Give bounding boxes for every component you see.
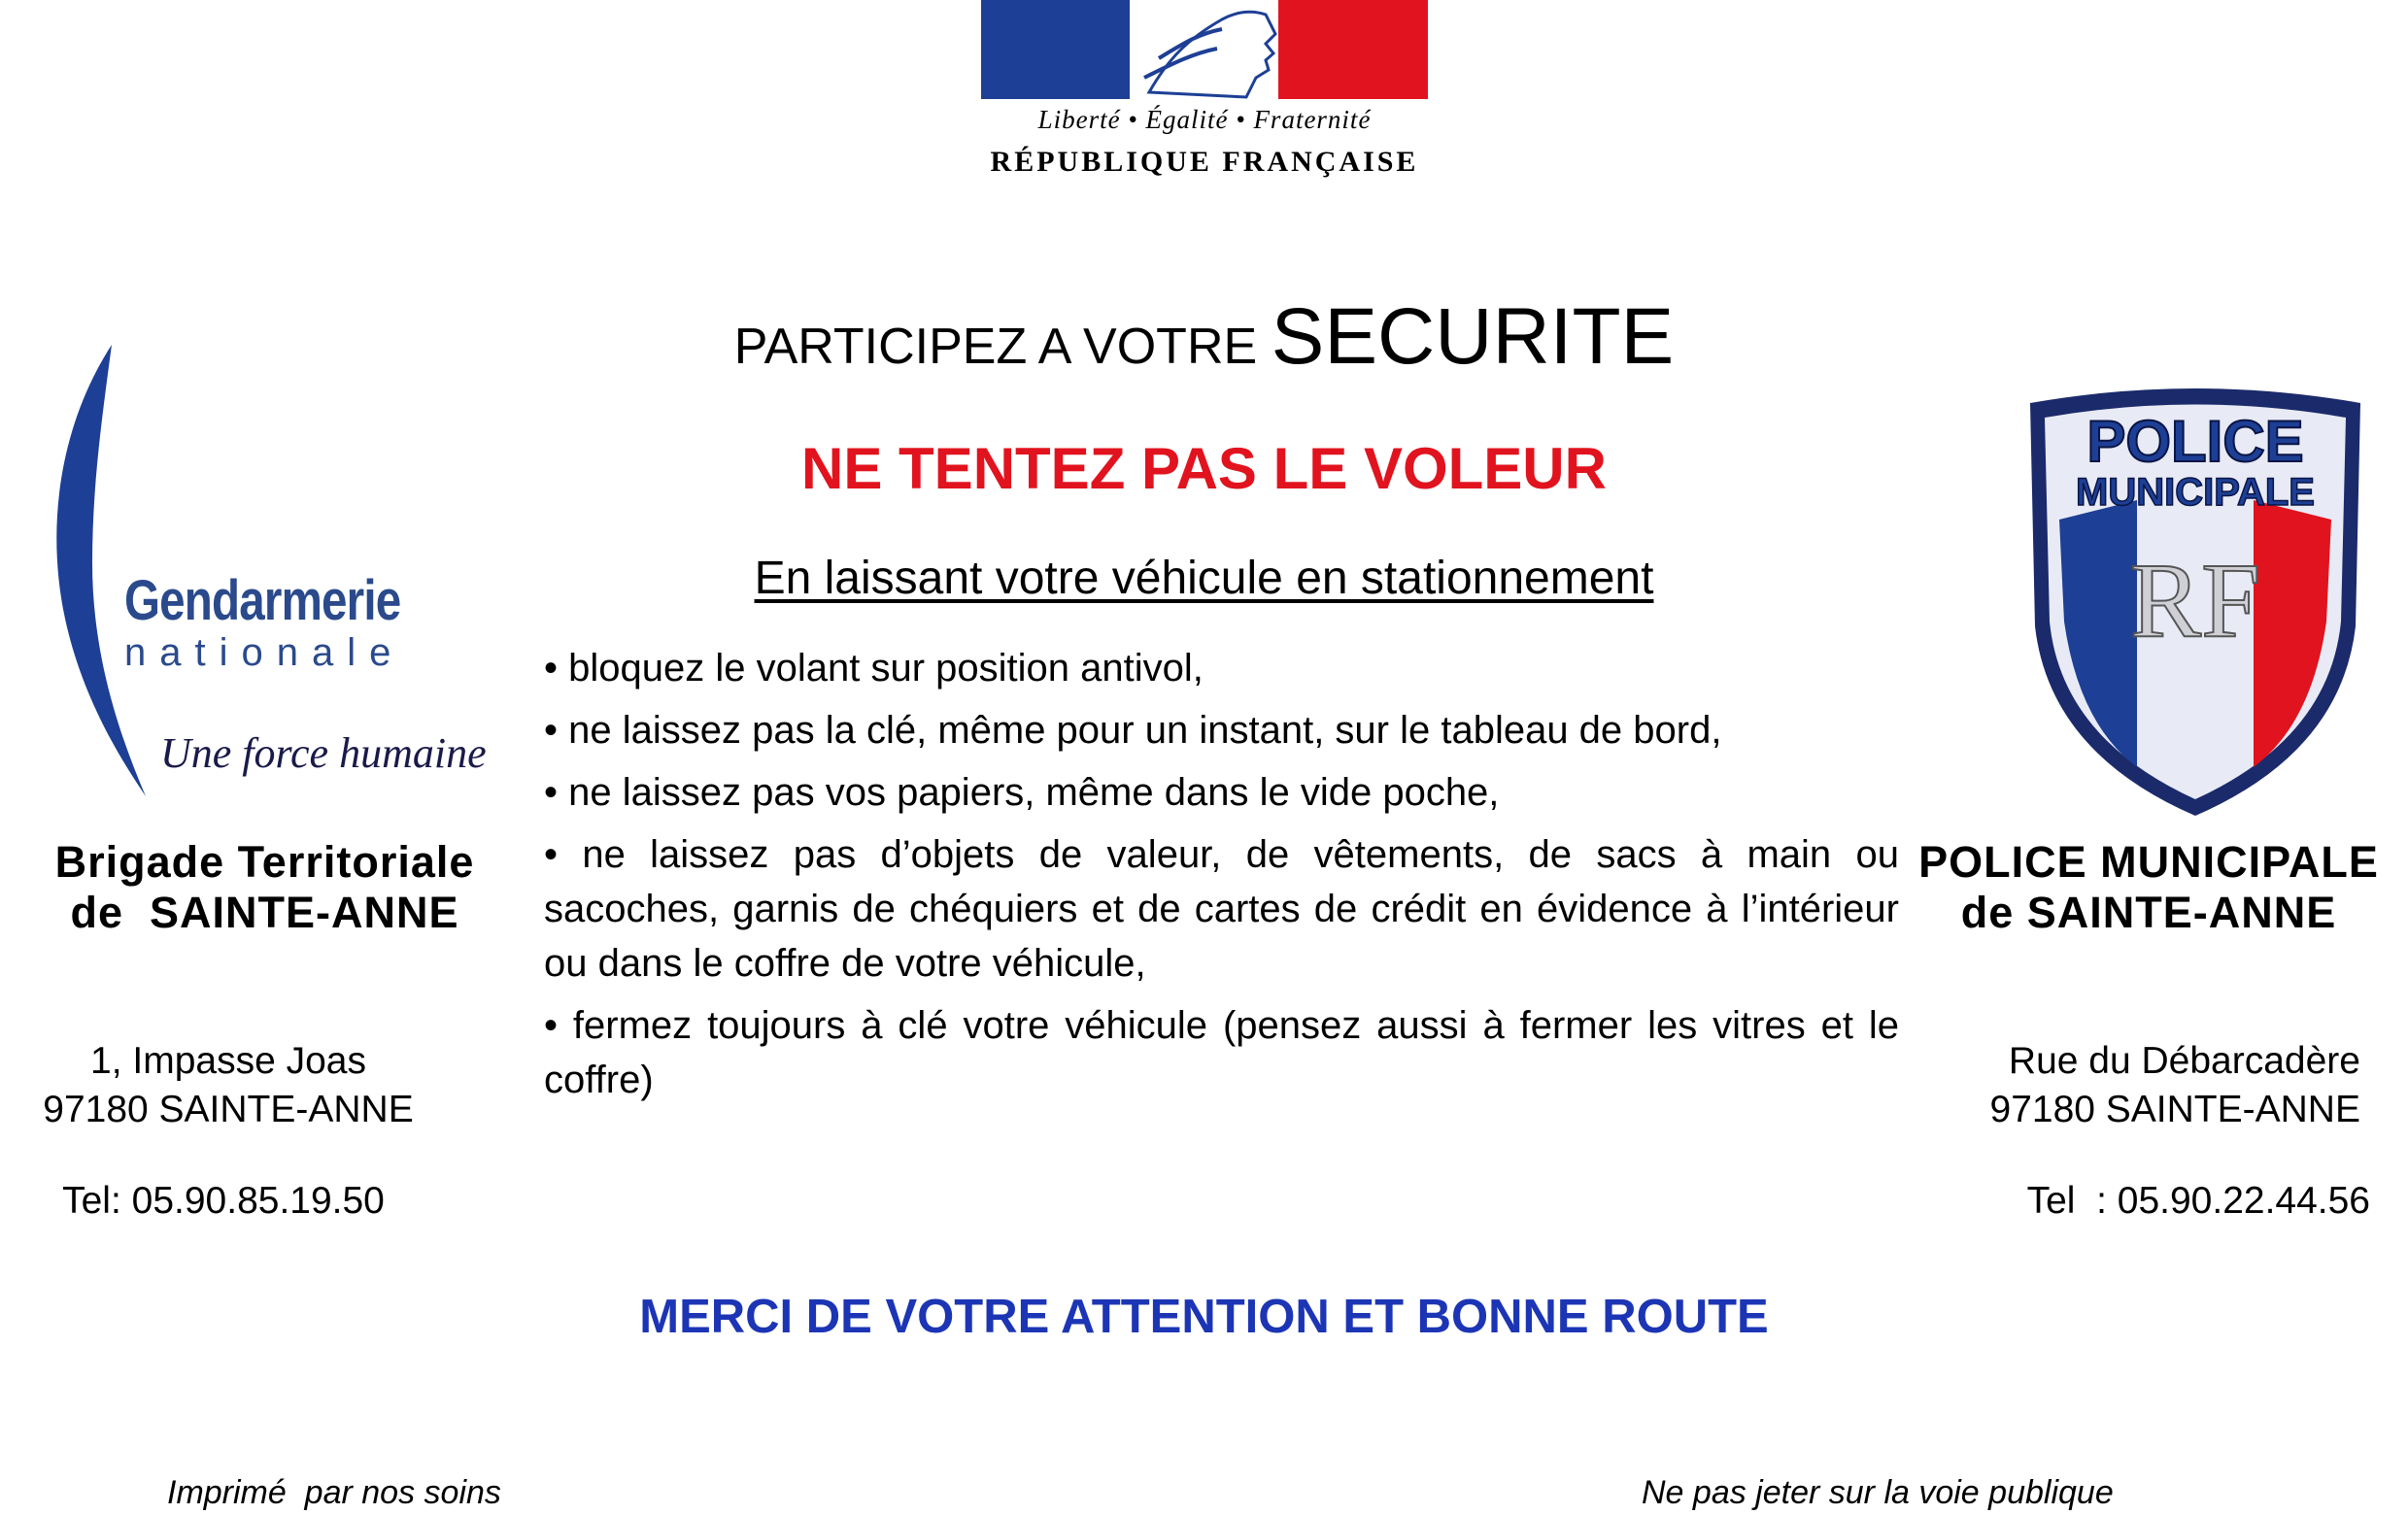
advice-item: • ne laissez pas la clé, même pour un instant, sur le tableau de bord, [544,709,1722,752]
badge-line1: POLICE [2086,409,2304,474]
gendarmerie-address [0,1037,457,1134]
advice-item: • fermez toujours à clé votre véhicule (pensez aussi à fermer les vitres et le coffre) [544,1004,1899,1101]
subtitle: NE TENTEZ PAS LE VOLEUR [801,436,1607,501]
gend-address-line1: 1, Impasse Joas [90,1040,366,1082]
advice-item: • bloquez le volant sur position antivol, [544,647,1204,690]
gend-address-line2: 97180 SAINTE-ANNE [43,1089,414,1130]
gendarmerie-tagline: Une force humaine [160,729,487,777]
footer-printed-note: Imprimé par nos soins [167,1474,501,1511]
gendarmerie-brigade [0,837,529,938]
republic-motto: Liberté • Égalité • Fraternité [1037,105,1372,134]
gendarmerie-phone: Tel: 05.90.85.19.50 [62,1180,385,1222]
police-phone: Tel : 05.90.22.44.56 [2026,1180,2370,1222]
republic-name: RÉPUBLIQUE FRANÇAISE [990,146,1419,178]
title-prefix: PARTICIPEZ A VOTRE [733,319,1258,375]
badge-initials: RF [2129,541,2261,659]
tricolor-flag-icon [981,0,1428,99]
police-name [1889,837,2408,938]
brigade-line1: Brigade Territoriale [54,837,475,887]
police-address-line2: 97180 SAINTE-ANNE [1989,1089,2360,1130]
footer-litter-note: Ne pas jeter sur la voie publique [1642,1474,2114,1511]
gendarmerie-logo-name: Gendarmerie [124,569,401,632]
police-shield-icon [2020,384,2370,821]
police-address-line1: Rue du Débarcadère [2008,1040,2360,1082]
gendarmerie-logo-sub: nationale [124,631,405,674]
advice-item: • ne laissez pas vos papiers, même dans le vide poche, [544,771,1500,814]
police-name-line2: de SAINTE-ANNE [1960,888,2337,937]
advice-item: • ne laissez pas d’objets de valeur, de vêtements, de sacs à main ou sacoches, garnis de chéquiers et de cartes de crédit en évidence à l’intérieur ou dans le coffre de votre véhicule, [544,833,1899,985]
brigade-line2: de SAINTE-ANNE [70,888,459,937]
police-address [1894,1037,2360,1134]
police-name-line1: POLICE MUNICIPALE [1918,837,2379,887]
marianne-profile-icon [1130,0,1278,99]
advice-list [544,641,1899,1115]
title-emphasis: SECURITE [1271,292,1675,381]
republique-francaise-logo [981,0,1428,185]
badge-line2: MUNICIPALE [2076,471,2315,514]
closing-message: MERCI DE VOTRE ATTENTION ET BONNE ROUTE [639,1291,1769,1343]
section-title-text: En laissant votre véhicule en stationnement [754,553,1654,604]
